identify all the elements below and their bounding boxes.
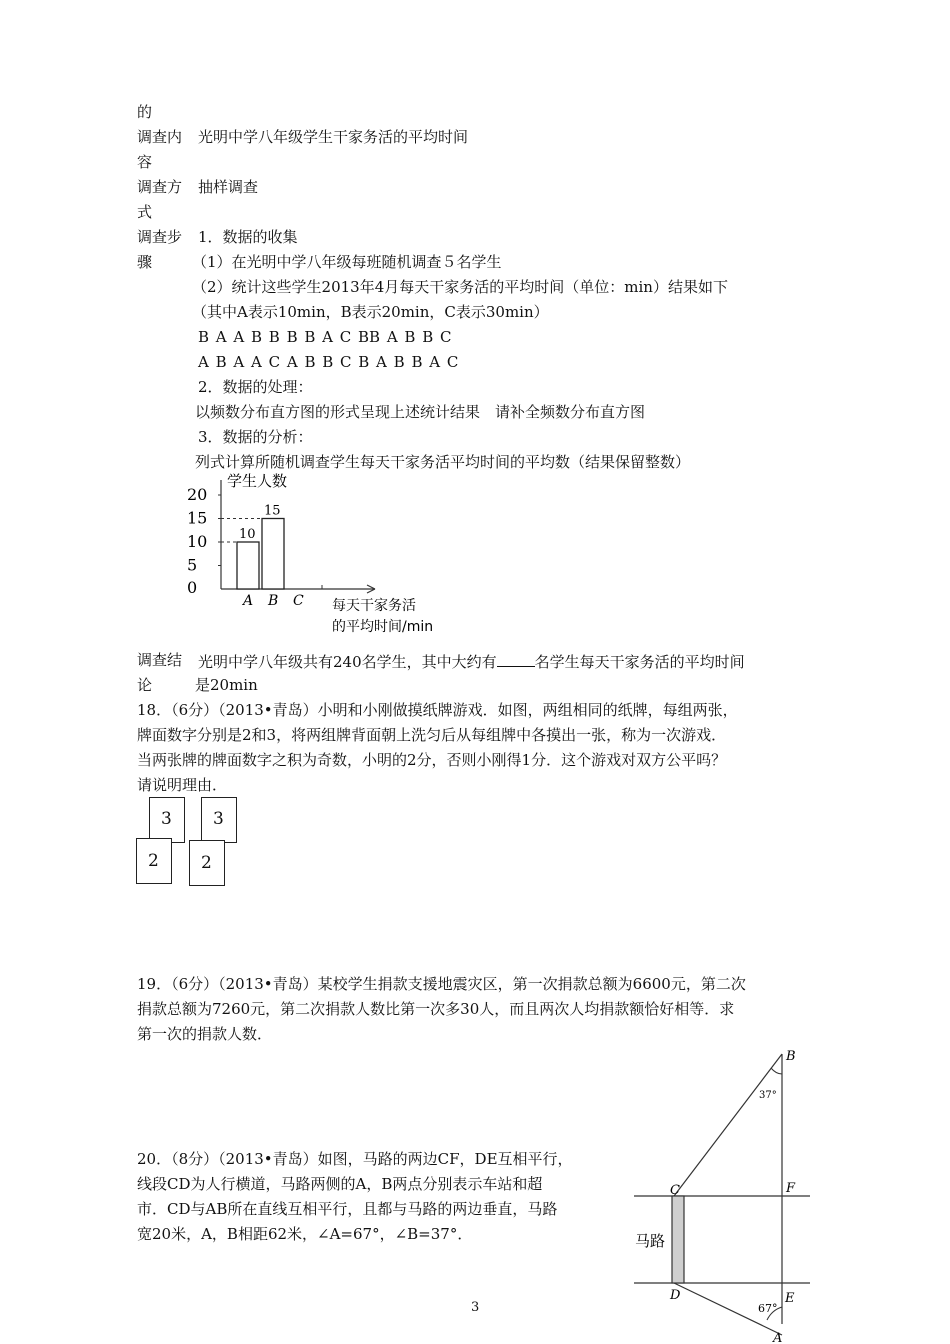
conclusion-label-2: 论 <box>137 676 153 694</box>
angle-a-label: 67° <box>758 1302 778 1315</box>
y-axis-title: 学生人数 <box>227 472 288 490</box>
card-number: 2 <box>148 851 159 871</box>
step-line: 以频数分布直方图的形式呈现上述统计结果 请补全频数分布直方图 <box>195 403 646 421</box>
card-number: 2 <box>201 853 212 873</box>
q20-line: 宽20米，A，B相距62米，∠A=67°，∠B=37°． <box>137 1225 473 1243</box>
step-line: 3．数据的分析： <box>198 428 313 446</box>
card-number: 3 <box>161 809 172 829</box>
label-b: B <box>786 1049 796 1064</box>
answer-blank <box>497 650 535 667</box>
q18-line: 请说明理由． <box>137 776 228 794</box>
table-row0-label: 的 <box>137 103 153 121</box>
x-category-label: A <box>243 593 254 609</box>
y-tick-label: 15 <box>187 508 208 528</box>
q20-line: 市．CD与AB所在直线互相平行，且都与马路的两边垂直，马路 <box>137 1200 558 1218</box>
conclusion-value <box>198 650 745 672</box>
x-axis-title-line1: 每天干家务活 <box>332 598 416 614</box>
bar-value-label: 15 <box>264 503 281 519</box>
conclusion-label-1: 调查结 <box>137 651 183 669</box>
card-2-left <box>136 838 172 884</box>
road-label: 马路 <box>635 1232 666 1250</box>
y-tick-label: 0 <box>187 578 198 597</box>
card-3-left <box>149 797 185 843</box>
conclusion-text-before: 光明中学八年级共有240名学生，其中大约有 <box>198 653 497 671</box>
q19-line: 第一次的捐款人数． <box>137 1025 273 1043</box>
conclusion-text-after: 名学生每天干家务活的平均时间 <box>534 653 745 671</box>
q19-line: 19．（6分）（2013•青岛）某校学生捐款支援地震灾区，第一次捐款总额为6600元，第二次 <box>137 975 746 993</box>
content-value: 光明中学八年级学生干家务活的平均时间 <box>198 128 469 146</box>
step-line: （2）统计这些学生2013年4月每天干家务活的平均时间（单位：min）结果如下 <box>192 278 728 296</box>
histogram-bar <box>262 519 284 590</box>
x-category-label: C <box>293 593 304 609</box>
y-tick-label: 5 <box>187 555 198 575</box>
road-geometry-figure <box>630 1044 820 1344</box>
method-value: 抽样调查 <box>198 178 259 196</box>
step-line: （其中A表示10min，B表示20min，C表示30min） <box>192 303 549 321</box>
content-label-2: 容 <box>137 153 153 171</box>
y-tick-label: 10 <box>187 532 208 551</box>
x-axis-title-line2: 的平均时间/min <box>332 619 434 635</box>
conclusion-value-line2: 是20min <box>195 676 258 694</box>
step-data-row: B A A B B B B A C BB A B B C <box>198 328 452 346</box>
label-d: D <box>670 1288 681 1303</box>
q18-line: 18．（6分）（2013•青岛）小明和小刚做摸纸牌游戏．如图，两组相同的纸牌，每组两张， <box>137 701 738 719</box>
segment-bc <box>674 1054 782 1196</box>
step-data-row: A B A A C A B B C B A B B A C <box>198 353 459 371</box>
label-e: E <box>785 1291 795 1306</box>
step-line: （1）在光明中学八年级每班随机调查５名学生 <box>192 253 502 271</box>
label-c: C <box>670 1183 680 1198</box>
step-line: 2．数据的处理： <box>198 378 313 396</box>
q18-line: 当两张牌的牌面数字之积为奇数，小明的2分，否则小刚得1分．这个游戏对双方公平吗？ <box>137 751 727 769</box>
content-label-1: 调查内 <box>137 128 183 146</box>
label-f: F <box>786 1181 796 1196</box>
method-label-2: 式 <box>137 203 153 221</box>
card-number: 3 <box>213 809 224 829</box>
method-label-1: 调查方 <box>137 178 183 196</box>
q20-line: 20．（8分）（2013•青岛）如图，马路的两边CF，DE互相平行， <box>137 1150 573 1168</box>
step-line: 1．数据的收集 <box>198 228 298 246</box>
q20-line: 线段CD为人行横道，马路两侧的A，B两点分别表示车站和超 <box>137 1175 543 1193</box>
crosswalk-cd <box>672 1196 684 1283</box>
steps-label-2: 骤 <box>137 253 153 271</box>
card-3-right <box>201 797 237 843</box>
q18-line: 牌面数字分别是2和3，将两组牌背面朝上洗匀后从每组牌中各摸出一张，称为一次游戏． <box>137 726 727 744</box>
bar-value-label: 10 <box>239 527 256 542</box>
step-line: 列式计算所随机调查学生每天干家务活平均时间的平均数（结果保留整数） <box>195 453 691 471</box>
y-tick-label: 20 <box>187 485 208 504</box>
histogram-chart <box>185 472 465 637</box>
label-a: A <box>773 1331 783 1344</box>
histogram-bar <box>237 542 259 589</box>
q19-line: 捐款总额为7260元，第二次捐款人数比第一次多30人，而且两次人均捐款额恰好相等．求 <box>137 1000 735 1018</box>
angle-b-label: 37° <box>759 1090 777 1101</box>
angle-b-arc <box>771 1068 782 1074</box>
x-category-label: B <box>268 593 279 609</box>
page-number: 3 <box>471 1300 480 1315</box>
card-2-right <box>189 840 225 886</box>
steps-label-1: 调查步 <box>137 228 183 246</box>
